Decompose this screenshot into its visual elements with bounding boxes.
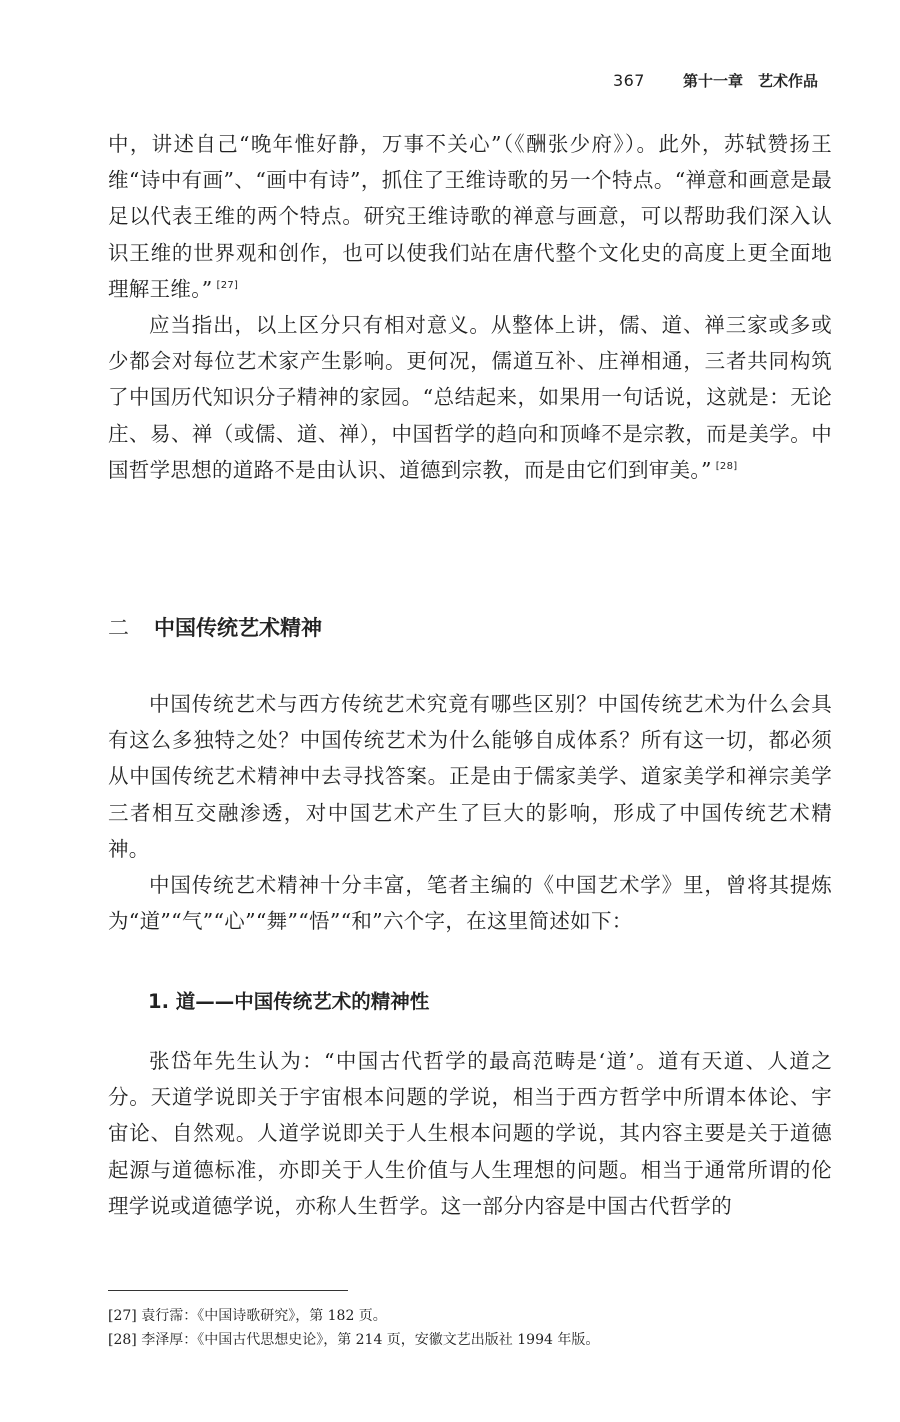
paragraph: 张岱年先生认为：“中国古代哲学的最高范畴是‘道’。道有天道、人道之分。天道学说即关于宇宙根本问题的学说，相当于西方哲学中所谓本体论、宇宙论、自然观。人道学说即关于人生根本问题的学说，其内容主要是关于道德起源与道德标准，亦即关于人生价值与人生理想的问题。相当于通常所谓的伦理学说或道德学说，亦称人生哲学。这一部分内容是中国古代哲学的 bbox=[108, 1049, 832, 1218]
paragraph: 中国传统艺术与西方传统艺术究竟有哪些区别？中国传统艺术为什么会具有这么多独特之处？中国传统艺术为什么能够自成体系？所有这一切，都必须从中国传统艺术精神中去寻找答案。正是由于儒家美学、道家美学和禅宗美学三者相互交融渗透，对中国艺术产生了巨大的影响，形成了中国传统艺术精神。 bbox=[108, 692, 832, 861]
footnote-ref-27[interactable]: [27] bbox=[216, 279, 239, 291]
paragraph: 中国传统艺术精神十分丰富，笔者主编的《中国艺术学》里，曾将其提炼为“道”“气”“心”“舞”“悟”“和”六个字，在这里简述如下： bbox=[108, 873, 832, 934]
footnote-divider bbox=[108, 1290, 348, 1291]
footnote-27: [27] 袁行霈：《中国诗歌研究》，第 182 页。 bbox=[108, 1308, 387, 1324]
text-block-3 bbox=[108, 1043, 832, 1224]
footnote-28: [28] 李泽厚：《中国古代思想史论》，第 214 页，安徽文艺出版社 1994 年版。 bbox=[108, 1332, 600, 1348]
section-title: 中国传统艺术精神 bbox=[154, 616, 322, 640]
paragraph bbox=[108, 307, 832, 488]
footnotes bbox=[108, 1304, 599, 1352]
text-block-2 bbox=[108, 686, 832, 939]
running-header bbox=[613, 70, 818, 91]
footnote-ref-28[interactable]: [28] bbox=[715, 461, 738, 472]
section-number: 二 bbox=[108, 616, 129, 640]
chapter-title: 第十一章 艺术作品 bbox=[682, 72, 818, 90]
page-number: 367 bbox=[612, 71, 645, 90]
section-heading bbox=[108, 612, 322, 642]
paragraph-text: 应当指出，以上区分只有相对意义。从整体上讲，儒、道、禅三家或多或少都会对每位艺术家产生影响。更何况，儒道互补、庄禅相通，三者共同构筑了中国历代知识分子精神的家园。“总结起来，如果用一句话说，这就是：无论庄、易、禅（或儒、道、禅），中国哲学的趋向和顶峰不是宗教，而是美学。中国哲学思想的道路不是由认识、道德到宗教，而是由它们到审美。” bbox=[108, 313, 832, 482]
text-block-1 bbox=[108, 126, 832, 488]
paragraph-text: 中，讲述自己“晚年惟好静，万事不关心”（《酬张少府》）。此外，苏轼赞扬王维“诗中有画”、“画中有诗”，抓住了王维诗歌的另一个特点。“禅意和画意是最足以代表王维的两个特点。研究王维诗歌的禅意与画意，可以帮助我们深入认识王维的世界观和创作，也可以使我们站在唐代整个文化史的高度上更全面地理解王维。” bbox=[108, 132, 832, 301]
subsection-heading: 1. 道——中国传统艺术的精神性 bbox=[148, 990, 430, 1013]
paragraph bbox=[108, 126, 832, 307]
